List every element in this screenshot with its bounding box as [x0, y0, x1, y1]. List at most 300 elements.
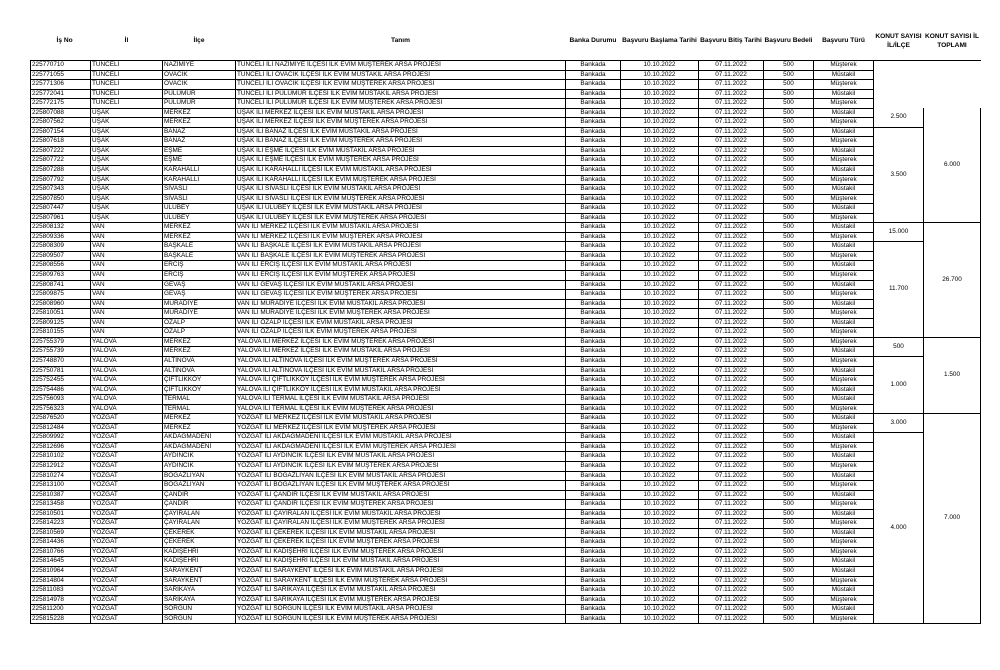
cell-baslama-tarihi: 10.10.2022: [621, 376, 699, 386]
cell-il: TUNCELİ: [91, 70, 163, 80]
cell-ilce: OVACIK: [163, 70, 236, 80]
cell-basvuru-turu: Müşterek: [814, 309, 874, 319]
cell-basvuru-turu: Müşterek: [814, 595, 874, 605]
cell-il: UŞAK: [91, 108, 163, 118]
cell-basvuru-bedeli: 500: [764, 557, 814, 567]
header-baslama-tarihi: Başvuru Başlama Tarihi: [621, 23, 699, 61]
cell-ilce: MERKEZ: [163, 108, 236, 118]
cell-basvuru-turu: Müstakil: [814, 385, 874, 395]
cell-bitis-tarihi: 07.11.2022: [699, 166, 764, 176]
cell-il: VAN: [91, 242, 163, 252]
cell-il: YOZGAT: [91, 490, 163, 500]
cell-banka-durumu: Bankada: [566, 194, 621, 204]
cell-banka-durumu: Bankada: [566, 146, 621, 156]
cell-baslama-tarihi: 10.10.2022: [621, 223, 699, 233]
cell-basvuru-bedeli: 500: [764, 461, 814, 471]
cell-basvuru-bedeli: 500: [764, 108, 814, 118]
cell-basvuru-turu: Müstakil: [814, 605, 874, 615]
cell-tanim: UŞAK İLİ KARAHALLI İLÇESİ İLK EVİM MÜSTAKİL ARSA PROJESİ: [236, 166, 566, 176]
cell-bitis-tarihi: 07.11.2022: [699, 80, 764, 90]
cell-tanim: YALOVA İLİ TERMAL İLÇESİ İLK EVİM MÜSTAKİL ARSA PROJESİ: [236, 395, 566, 405]
cell-bitis-tarihi: 07.11.2022: [699, 290, 764, 300]
cell-il: YALOVA: [91, 376, 163, 386]
table-row: [31, 547, 981, 557]
cell-is-no: 225770710: [31, 61, 91, 71]
cell-is-no: 225752455: [31, 376, 91, 386]
cell-tanim: YOZGAT İLİ MERKEZ İLÇESİ İLK EVİM MÜŞTEREK ARSA PROJESİ: [236, 423, 566, 433]
cell-baslama-tarihi: 10.10.2022: [621, 414, 699, 424]
cell-banka-durumu: Bankada: [566, 290, 621, 300]
cell-baslama-tarihi: 10.10.2022: [621, 385, 699, 395]
table-row: [31, 595, 981, 605]
table-row: [31, 213, 981, 223]
cell-basvuru-bedeli: 500: [764, 261, 814, 271]
cell-konut-il-toplam: 6.000: [924, 108, 981, 223]
cell-tanim: TUNCELİ İLİ PÜLÜMÜR İLÇESİ İLK EVİM MÜSTAKİL ARSA PROJESİ: [236, 89, 566, 99]
cell-tanim: YALOVA İLİ MERKEZ İLÇESİ İLK EVİM MÜSTAKİL ARSA PROJESİ: [236, 347, 566, 357]
cell-basvuru-turu: Müşterek: [814, 337, 874, 347]
cell-is-no: 225814804: [31, 576, 91, 586]
cell-is-no: 225810155: [31, 328, 91, 338]
cell-banka-durumu: Bankada: [566, 175, 621, 185]
cell-basvuru-bedeli: 500: [764, 385, 814, 395]
cell-tanim: TUNCELİ İLİ PÜLÜMÜR İLÇESİ İLK EVİM MÜŞTEREK ARSA PROJESİ: [236, 99, 566, 109]
cell-banka-durumu: Bankada: [566, 213, 621, 223]
cell-ilce: BAŞKALE: [163, 251, 236, 261]
cell-il: YALOVA: [91, 366, 163, 376]
table-row: [31, 175, 981, 185]
cell-is-no: 225809507: [31, 251, 91, 261]
cell-basvuru-turu: Müstakil: [814, 127, 874, 137]
cell-basvuru-turu: Müşterek: [814, 137, 874, 147]
cell-bitis-tarihi: 07.11.2022: [699, 356, 764, 366]
cell-il: VAN: [91, 328, 163, 338]
cell-basvuru-bedeli: 500: [764, 232, 814, 242]
cell-baslama-tarihi: 10.10.2022: [621, 471, 699, 481]
cell-bitis-tarihi: 07.11.2022: [699, 156, 764, 166]
cell-konut-ilce: 4.000: [874, 433, 924, 624]
cell-bitis-tarihi: 07.11.2022: [699, 471, 764, 481]
cell-tanim: TUNCELİ İLİ OVACIK İLÇESİ İLK EVİM MÜSTAKİL ARSA PROJESİ: [236, 70, 566, 80]
cell-is-no: 225810964: [31, 566, 91, 576]
cell-tanim: YOZGAT İLİ BOĞAZLIYAN İLÇESİ İLK EVİM MÜŞTEREK ARSA PROJESİ: [236, 481, 566, 491]
cell-is-no: 225807343: [31, 185, 91, 195]
cell-bitis-tarihi: 07.11.2022: [699, 423, 764, 433]
cell-ilce: TERMAL: [163, 404, 236, 414]
cell-tanim: YALOVA İLİ TERMAL İLÇESİ İLK EVİM MÜŞTEREK ARSA PROJESİ: [236, 404, 566, 414]
cell-basvuru-bedeli: 500: [764, 347, 814, 357]
cell-ilce: KARAHALLI: [163, 175, 236, 185]
cell-tanim: VAN İLİ GEVAŞ İLÇESİ İLK EVİM MÜSTAKİL ARSA PROJESİ: [236, 280, 566, 290]
cell-basvuru-turu: Müstakil: [814, 89, 874, 99]
cell-basvuru-bedeli: 500: [764, 586, 814, 596]
cell-is-no: 225815228: [31, 614, 91, 624]
table-row: [31, 433, 981, 443]
cell-banka-durumu: Bankada: [566, 356, 621, 366]
cell-basvuru-bedeli: 500: [764, 223, 814, 233]
cell-basvuru-bedeli: 500: [764, 433, 814, 443]
cell-basvuru-turu: Müşterek: [814, 99, 874, 109]
cell-banka-durumu: Bankada: [566, 500, 621, 510]
cell-baslama-tarihi: 10.10.2022: [621, 290, 699, 300]
table-row: [31, 80, 981, 90]
cell-is-no: 225771306: [31, 80, 91, 90]
cell-basvuru-bedeli: 500: [764, 404, 814, 414]
cell-ilce: OVACIK: [163, 80, 236, 90]
cell-basvuru-turu: Müstakil: [814, 433, 874, 443]
cell-basvuru-turu: Müstakil: [814, 490, 874, 500]
cell-basvuru-bedeli: 500: [764, 99, 814, 109]
cell-tanim: VAN İLİ ERCİŞ İLÇESİ İLK EVİM MÜSTAKİL ARSA PROJESİ: [236, 261, 566, 271]
cell-basvuru-turu: Müstakil: [814, 185, 874, 195]
cell-basvuru-turu: Müşterek: [814, 80, 874, 90]
cell-banka-durumu: Bankada: [566, 404, 621, 414]
cell-il: UŞAK: [91, 137, 163, 147]
cell-baslama-tarihi: 10.10.2022: [621, 337, 699, 347]
cell-baslama-tarihi: 10.10.2022: [621, 366, 699, 376]
cell-basvuru-turu: Müstakil: [814, 347, 874, 357]
cell-tanim: YOZGAT İLİ ÇEKEREK İLÇESİ İLK EVİM MÜŞTEREK ARSA PROJESİ: [236, 538, 566, 548]
table-row: [31, 185, 981, 195]
cell-is-no: 225814978: [31, 595, 91, 605]
cell-banka-durumu: Bankada: [566, 328, 621, 338]
cell-is-no: 225807222: [31, 146, 91, 156]
cell-baslama-tarihi: 10.10.2022: [621, 261, 699, 271]
cell-tanim: YOZGAT İLİ AYDINCIK İLÇESİ İLK EVİM MÜŞTEREK ARSA PROJESİ: [236, 461, 566, 471]
table-row: [31, 509, 981, 519]
cell-is-no: 225807288: [31, 166, 91, 176]
cell-il: YOZGAT: [91, 414, 163, 424]
cell-tanim: UŞAK İLİ SİVASLI İLÇESİ İLK EVİM MÜŞTEREK ARSA PROJESİ: [236, 194, 566, 204]
cell-bitis-tarihi: 07.11.2022: [699, 137, 764, 147]
cell-basvuru-turu: Müstakil: [814, 509, 874, 519]
cell-is-no: 225756323: [31, 404, 91, 414]
cell-is-no: 225810274: [31, 471, 91, 481]
cell-ilce: SORGUN: [163, 605, 236, 615]
table-row: [31, 490, 981, 500]
cell-banka-durumu: Bankada: [566, 595, 621, 605]
table-row: [31, 223, 981, 233]
cell-baslama-tarihi: 10.10.2022: [621, 538, 699, 548]
cell-banka-durumu: Bankada: [566, 366, 621, 376]
cell-tanim: TUNCELİ İLİ OVACIK İLÇESİ İLK EVİM MÜŞTEREK ARSA PROJESİ: [236, 80, 566, 90]
cell-konut-il-toplam: 26.700: [924, 223, 981, 338]
cell-bitis-tarihi: 07.11.2022: [699, 204, 764, 214]
cell-banka-durumu: Bankada: [566, 318, 621, 328]
cell-il: YOZGAT: [91, 586, 163, 596]
cell-ilce: MURADİYE: [163, 309, 236, 319]
cell-tanim: YOZGAT İLİ KADIŞEHRİ İLÇESİ İLK EVİM MÜŞTEREK ARSA PROJESİ: [236, 547, 566, 557]
cell-basvuru-bedeli: 500: [764, 194, 814, 204]
cell-tanim: YOZGAT İLİ ÇAYIRALAN İLÇESİ İLK EVİM MÜŞTEREK ARSA PROJESİ: [236, 519, 566, 529]
cell-tanim: UŞAK İLİ EŞME İLÇESİ İLK EVİM MÜŞTEREK ARSA PROJESİ: [236, 156, 566, 166]
cell-tanim: YOZGAT İLİ SORGUN İLÇESİ İLK EVİM MÜŞTEREK ARSA PROJESİ: [236, 614, 566, 624]
cell-basvuru-turu: Müşterek: [814, 328, 874, 338]
cell-basvuru-bedeli: 500: [764, 156, 814, 166]
cell-basvuru-bedeli: 500: [764, 166, 814, 176]
cell-ilce: ALTINOVA: [163, 356, 236, 366]
cell-ilce: MERKEZ: [163, 337, 236, 347]
table-row: [31, 251, 981, 261]
cell-baslama-tarihi: 10.10.2022: [621, 452, 699, 462]
cell-ilce: MURADİYE: [163, 299, 236, 309]
cell-tanim: UŞAK İLİ BANAZ İLÇESİ İLK EVİM MÜSTAKİL ARSA PROJESİ: [236, 127, 566, 137]
cell-baslama-tarihi: 10.10.2022: [621, 232, 699, 242]
cell-basvuru-turu: Müşterek: [814, 404, 874, 414]
cell-bitis-tarihi: 07.11.2022: [699, 557, 764, 567]
cell-il: YOZGAT: [91, 461, 163, 471]
cell-il: YOZGAT: [91, 557, 163, 567]
cell-bitis-tarihi: 07.11.2022: [699, 461, 764, 471]
cell-banka-durumu: Bankada: [566, 185, 621, 195]
cell-bitis-tarihi: 07.11.2022: [699, 442, 764, 452]
cell-il: VAN: [91, 251, 163, 261]
cell-baslama-tarihi: 10.10.2022: [621, 356, 699, 366]
cell-basvuru-bedeli: 500: [764, 423, 814, 433]
cell-il: VAN: [91, 271, 163, 281]
cell-is-no: 225809336: [31, 232, 91, 242]
cell-banka-durumu: Bankada: [566, 337, 621, 347]
cell-banka-durumu: Bankada: [566, 461, 621, 471]
cell-is-no: 225754486: [31, 385, 91, 395]
cell-konut-ilce: 1.000: [874, 356, 924, 413]
cell-is-no: 225755379: [31, 337, 91, 347]
header-basvuru-bedeli: Başvuru Bedeli: [764, 23, 814, 61]
cell-tanim: UŞAK İLİ MERKEZ İLÇESİ İLK EVİM MÜSTAKİL ARSA PROJESİ: [236, 108, 566, 118]
cell-ilce: ÖZALP: [163, 328, 236, 338]
cell-ilce: BOĞAZLIYAN: [163, 481, 236, 491]
cell-basvuru-turu: Müstakil: [814, 223, 874, 233]
table-row: [31, 414, 981, 424]
cell-tanim: VAN İLİ MERKEZ İLÇESİ İLK EVİM MÜSTAKİL ARSA PROJESİ: [236, 223, 566, 233]
cell-basvuru-bedeli: 500: [764, 366, 814, 376]
cell-basvuru-bedeli: 500: [764, 337, 814, 347]
cell-bitis-tarihi: 07.11.2022: [699, 366, 764, 376]
cell-is-no: 225750781: [31, 366, 91, 376]
cell-il: YOZGAT: [91, 433, 163, 443]
cell-basvuru-bedeli: 500: [764, 185, 814, 195]
cell-il: UŞAK: [91, 213, 163, 223]
cell-il: UŞAK: [91, 175, 163, 185]
cell-baslama-tarihi: 10.10.2022: [621, 395, 699, 405]
cell-ilce: ÇEKEREK: [163, 538, 236, 548]
cell-baslama-tarihi: 10.10.2022: [621, 309, 699, 319]
cell-ilce: MERKEZ: [163, 347, 236, 357]
cell-basvuru-turu: Müstakil: [814, 108, 874, 118]
table-row: [31, 309, 981, 319]
header-konut-il: KONUT SAYISI İL TOPLAMI: [924, 23, 981, 61]
cell-bitis-tarihi: 07.11.2022: [699, 385, 764, 395]
cell-banka-durumu: Bankada: [566, 166, 621, 176]
cell-bitis-tarihi: 07.11.2022: [699, 566, 764, 576]
cell-bitis-tarihi: 07.11.2022: [699, 118, 764, 128]
cell-basvuru-bedeli: 500: [764, 175, 814, 185]
cell-basvuru-bedeli: 500: [764, 442, 814, 452]
cell-bitis-tarihi: 07.11.2022: [699, 433, 764, 443]
cell-tanim: VAN İLİ GEVAŞ İLÇESİ İLK EVİM MÜŞTEREK ARSA PROJESİ: [236, 290, 566, 300]
cell-basvuru-bedeli: 500: [764, 204, 814, 214]
application-list-sheet: [30, 23, 980, 624]
cell-banka-durumu: Bankada: [566, 223, 621, 233]
table-row: [31, 194, 981, 204]
cell-basvuru-turu: Müstakil: [814, 452, 874, 462]
cell-banka-durumu: Bankada: [566, 605, 621, 615]
table-row: [31, 614, 981, 624]
cell-bitis-tarihi: 07.11.2022: [699, 452, 764, 462]
cell-baslama-tarihi: 10.10.2022: [621, 500, 699, 510]
cell-basvuru-turu: Müstakil: [814, 395, 874, 405]
cell-banka-durumu: Bankada: [566, 280, 621, 290]
cell-bitis-tarihi: 07.11.2022: [699, 280, 764, 290]
cell-tanim: UŞAK İLİ KARAHALLI İLÇESİ İLK EVİM MÜŞTEREK ARSA PROJESİ: [236, 175, 566, 185]
table-row: [31, 299, 981, 309]
cell-banka-durumu: Bankada: [566, 614, 621, 624]
cell-banka-durumu: Bankada: [566, 509, 621, 519]
cell-is-no: 225807722: [31, 156, 91, 166]
cell-baslama-tarihi: 10.10.2022: [621, 318, 699, 328]
cell-is-no: 225807562: [31, 118, 91, 128]
cell-basvuru-turu: Müstakil: [814, 204, 874, 214]
cell-banka-durumu: Bankada: [566, 376, 621, 386]
cell-banka-durumu: Bankada: [566, 232, 621, 242]
cell-banka-durumu: Bankada: [566, 557, 621, 567]
cell-basvuru-bedeli: 500: [764, 528, 814, 538]
cell-banka-durumu: Bankada: [566, 204, 621, 214]
cell-baslama-tarihi: 10.10.2022: [621, 146, 699, 156]
header-basvuru-turu: Başvuru Türü: [814, 23, 874, 61]
cell-ilce: SORGUN: [163, 614, 236, 624]
cell-basvuru-turu: Müstakil: [814, 566, 874, 576]
table-row: [31, 290, 981, 300]
cell-basvuru-turu: Müstakil: [814, 146, 874, 156]
cell-ilce: ULUBEY: [163, 204, 236, 214]
table-row: [31, 481, 981, 491]
cell-banka-durumu: Bankada: [566, 137, 621, 147]
cell-basvuru-bedeli: 500: [764, 414, 814, 424]
cell-ilce: ERCİŞ: [163, 271, 236, 281]
cell-baslama-tarihi: 10.10.2022: [621, 586, 699, 596]
cell-basvuru-bedeli: 500: [764, 290, 814, 300]
cell-is-no: 225808309: [31, 242, 91, 252]
table-row: [31, 146, 981, 156]
cell-basvuru-bedeli: 500: [764, 605, 814, 615]
cell-is-no: 225755739: [31, 347, 91, 357]
cell-basvuru-turu: Müşterek: [814, 194, 874, 204]
cell-tanim: YOZGAT İLİ SARIKAYA İLÇESİ İLK EVİM MÜŞTEREK ARSA PROJESİ: [236, 595, 566, 605]
cell-baslama-tarihi: 10.10.2022: [621, 251, 699, 261]
cell-ilce: MERKEZ: [163, 232, 236, 242]
cell-il: YOZGAT: [91, 471, 163, 481]
cell-ilce: ÖZALP: [163, 318, 236, 328]
cell-tanim: YALOVA İLİ MERKEZ İLÇESİ İLK EVİM MÜŞTEREK ARSA PROJESİ: [236, 337, 566, 347]
cell-bitis-tarihi: 07.11.2022: [699, 404, 764, 414]
cell-il: YOZGAT: [91, 500, 163, 510]
cell-is-no: 225748870: [31, 356, 91, 366]
cell-banka-durumu: Bankada: [566, 61, 621, 71]
cell-ilce: SİVASLI: [163, 194, 236, 204]
table-row: [31, 366, 981, 376]
cell-ilce: ALTINOVA: [163, 366, 236, 376]
cell-il: YALOVA: [91, 337, 163, 347]
cell-bitis-tarihi: 07.11.2022: [699, 185, 764, 195]
cell-ilce: ÇANDIR: [163, 490, 236, 500]
cell-baslama-tarihi: 10.10.2022: [621, 61, 699, 71]
cell-is-no: 225772175: [31, 99, 91, 109]
cell-basvuru-bedeli: 500: [764, 452, 814, 462]
cell-banka-durumu: Bankada: [566, 471, 621, 481]
cell-bitis-tarihi: 07.11.2022: [699, 414, 764, 424]
cell-baslama-tarihi: 10.10.2022: [621, 194, 699, 204]
cell-is-no: 225813100: [31, 481, 91, 491]
cell-baslama-tarihi: 10.10.2022: [621, 576, 699, 586]
cell-il: YOZGAT: [91, 566, 163, 576]
cell-basvuru-bedeli: 500: [764, 547, 814, 557]
cell-bitis-tarihi: 07.11.2022: [699, 576, 764, 586]
cell-basvuru-turu: Müstakil: [814, 299, 874, 309]
cell-basvuru-turu: Müstakil: [814, 318, 874, 328]
cell-il: VAN: [91, 280, 163, 290]
cell-is-no: 225810102: [31, 452, 91, 462]
cell-banka-durumu: Bankada: [566, 481, 621, 491]
cell-il: YOZGAT: [91, 547, 163, 557]
cell-il: VAN: [91, 318, 163, 328]
header-banka-durumu: Banka Durumu: [566, 23, 621, 61]
cell-basvuru-turu: Müşterek: [814, 376, 874, 386]
cell-is-no: 225756093: [31, 395, 91, 405]
cell-baslama-tarihi: 10.10.2022: [621, 156, 699, 166]
cell-baslama-tarihi: 10.10.2022: [621, 89, 699, 99]
cell-banka-durumu: Bankada: [566, 127, 621, 137]
cell-basvuru-bedeli: 500: [764, 566, 814, 576]
cell-tanim: VAN İLİ ÖZALP İLÇESİ İLK EVİM MÜŞTEREK ARSA PROJESİ: [236, 328, 566, 338]
cell-baslama-tarihi: 10.10.2022: [621, 481, 699, 491]
cell-is-no: 225812484: [31, 423, 91, 433]
cell-tanim: YOZGAT İLİ KADIŞEHRİ İLÇESİ İLK EVİM MÜSTAKİL ARSA PROJESİ: [236, 557, 566, 567]
table-row: [31, 528, 981, 538]
table-row: [31, 605, 981, 615]
header-ilce: İlçe: [163, 23, 236, 61]
cell-baslama-tarihi: 10.10.2022: [621, 70, 699, 80]
cell-basvuru-turu: Müşterek: [814, 271, 874, 281]
cell-banka-durumu: Bankada: [566, 423, 621, 433]
cell-tanim: YOZGAT İLİ SARAYKENT İLÇESİ İLK EVİM MÜSTAKİL ARSA PROJESİ: [236, 566, 566, 576]
cell-baslama-tarihi: 10.10.2022: [621, 185, 699, 195]
cell-basvuru-turu: Müşterek: [814, 442, 874, 452]
cell-il: YOZGAT: [91, 509, 163, 519]
cell-basvuru-turu: Müşterek: [814, 118, 874, 128]
cell-baslama-tarihi: 10.10.2022: [621, 461, 699, 471]
header-konut-ilce: KONUT SAYISI İL/İLÇE: [874, 23, 924, 61]
cell-baslama-tarihi: 10.10.2022: [621, 547, 699, 557]
cell-ilce: SARIKAYA: [163, 595, 236, 605]
cell-il: YOZGAT: [91, 423, 163, 433]
cell-is-no: 225811200: [31, 605, 91, 615]
cell-bitis-tarihi: 07.11.2022: [699, 261, 764, 271]
table-row: [31, 280, 981, 290]
cell-banka-durumu: Bankada: [566, 99, 621, 109]
cell-basvuru-turu: Müşterek: [814, 576, 874, 586]
cell-konut-ilce: 500: [874, 337, 924, 356]
cell-konut-ilce: 11.700: [874, 242, 924, 337]
cell-is-no: 225814645: [31, 557, 91, 567]
cell-baslama-tarihi: 10.10.2022: [621, 614, 699, 624]
cell-tanim: YALOVA İLİ ALTINOVA İLÇESİ İLK EVİM MÜSTAKİL ARSA PROJESİ: [236, 366, 566, 376]
cell-il: UŞAK: [91, 118, 163, 128]
table-row: [31, 576, 981, 586]
cell-ilce: AKDAĞMADENİ: [163, 433, 236, 443]
cell-il: YALOVA: [91, 347, 163, 357]
cell-is-no: 225809875: [31, 290, 91, 300]
